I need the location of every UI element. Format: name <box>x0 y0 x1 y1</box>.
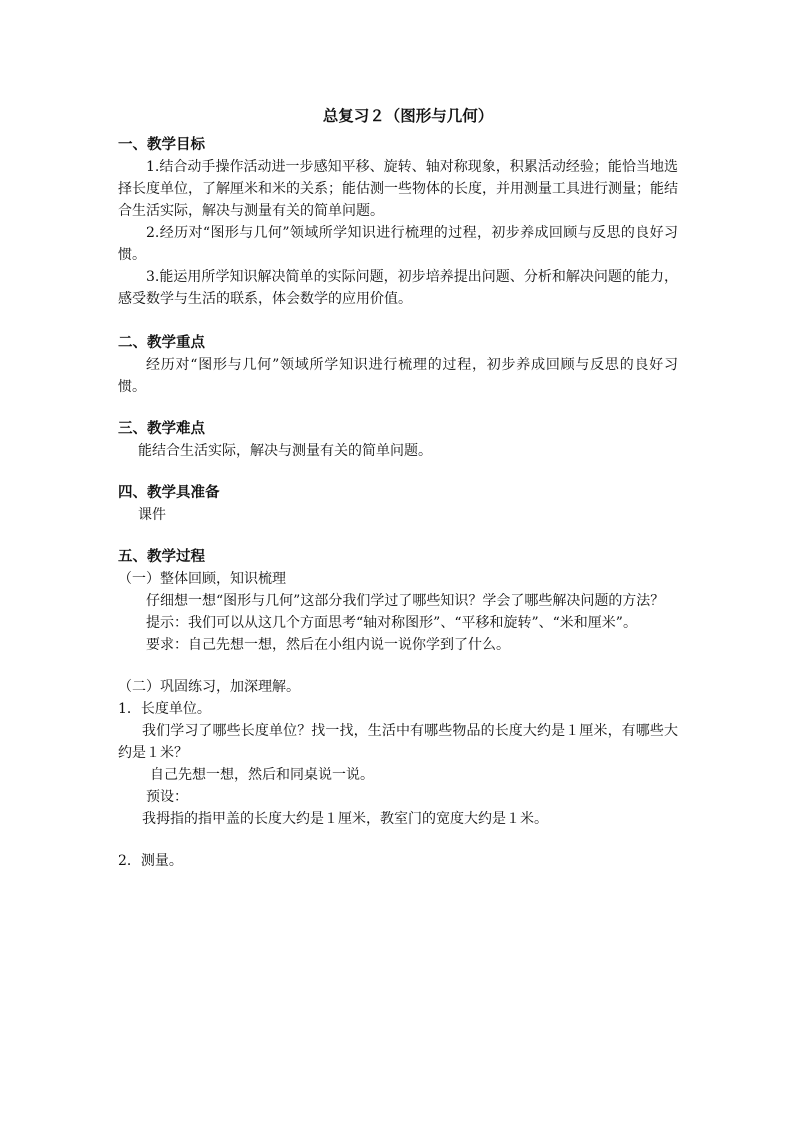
document-body <box>118 104 678 872</box>
length-units-preset-answer: 我拇指的指甲盖的长度大约是１厘米，教室门的宽度大约是１米。 <box>142 811 548 827</box>
heading-difficulties: 三、教学难点 <box>118 420 205 437</box>
review-paragraph-hint: 提示：我们可以从这几个方面思考“轴对称图形”、“平移和旋转”、“米和厘米”。 <box>146 615 637 631</box>
heading-key-points: 二、教学重点 <box>118 334 205 351</box>
heading-teaching-objectives: 一、教学目标 <box>118 136 205 153</box>
review-paragraph-requirement: 要求：自己先想一想，然后在小组内说一说你学到了什么。 <box>146 637 510 653</box>
key-points-paragraph: 经历对“图形与几何”领域所学知识进行梳理的过程，初步养成回顾与反思的良好习惯。 <box>118 357 678 395</box>
heading-teaching-aids: 四、教学具准备 <box>118 484 220 501</box>
subheading-practice: （二）巩固练习，加深理解。 <box>118 679 300 695</box>
length-units-instruction: 自己先想一想，然后和同桌说一说。 <box>150 767 374 783</box>
item-measurement: 2．测量。 <box>118 853 183 869</box>
item-length-units: 1．长度单位。 <box>118 701 211 717</box>
heading-teaching-process: 五、教学过程 <box>118 548 205 565</box>
objective-paragraph-2: 2.经历对“图形与几何”领域所学知识进行梳理的过程，初步养成回顾与反思的良好习惯。 <box>118 225 678 263</box>
objective-paragraph-1: 1.结合动手操作活动进一步感知平移、旋转、轴对称现象，积累活动经验；能恰当地选择长度单位，了解厘米和米的关系；能估测一些物体的长度，并用测量工具进行测量；能结合生活实际，解决与测量有关的简单问题。 <box>118 159 678 219</box>
teaching-aids-paragraph: 课件 <box>138 507 166 523</box>
difficulties-paragraph: 能结合生活实际，解决与测量有关的简单问题。 <box>138 443 432 459</box>
length-units-preset-label: 预设： <box>146 789 188 805</box>
document-title: 总复习２（图形与几何） <box>322 106 494 125</box>
subheading-overall-review: （一）整体回顾，知识梳理 <box>118 571 286 587</box>
length-units-paragraph: 我们学习了哪些长度单位？找一找，生活中有哪些物品的长度大约是１厘米，有哪些大约是１米？ <box>118 723 678 761</box>
review-paragraph-1: 仔细想一想“图形与几何”这部分我们学过了哪些知识？学会了哪些解决问题的方法？ <box>146 593 665 609</box>
objective-paragraph-3: 3.能运用所学知识解决简单的实际问题，初步培养提出问题、分析和解决问题的能力，感受数学与生活的联系，体会数学的应用价值。 <box>118 269 678 307</box>
